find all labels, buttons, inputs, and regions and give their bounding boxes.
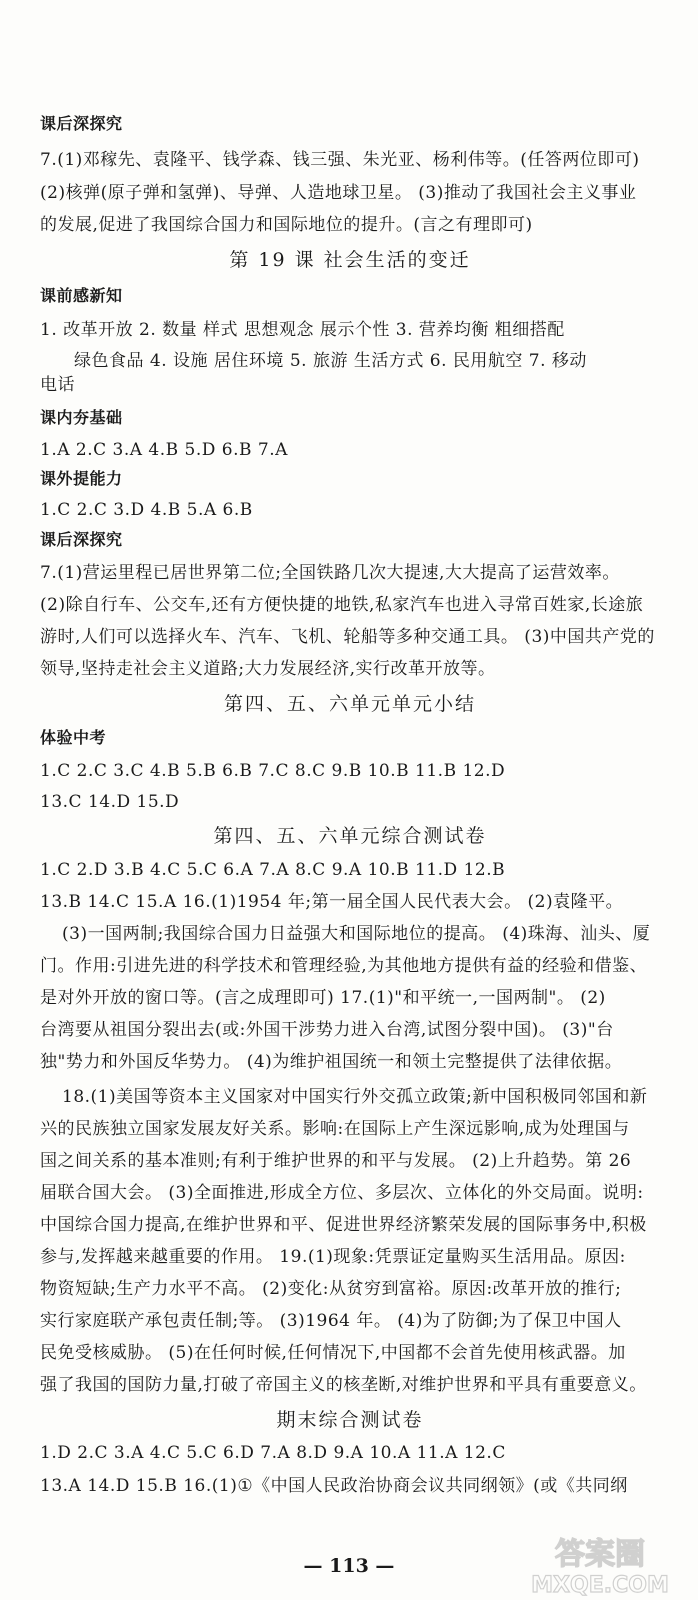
answer-line: 中国综合国力提高,在维护世界和平、促进世界经济繁荣发展的国际事务中,积极: [40, 1215, 647, 1235]
section-heading: 课内夯基础: [40, 408, 123, 427]
answer-line: 参与,发挥越来越重要的作用。 19.(1)现象:凭票证定量购买生活用品。原因:: [40, 1247, 626, 1267]
answer-line: 独"势力和外国反华势力。 (4)为维护祖国统一和领土完整提供了法律依据。: [40, 1052, 623, 1072]
answer-line: 7.(1)邓稼先、袁隆平、钱学森、钱三强、朱光亚、杨利伟等。(任答两位即可): [40, 150, 640, 170]
answer-line: 18.(1)美国等资本主义国家对中国实行外交孤立政策;新中国积极同邻国和新: [62, 1087, 648, 1107]
watermark-logo: [512, 1530, 682, 1598]
watermark-url: MXQE.COM: [531, 1573, 669, 1598]
section-heading: 课后深探究: [40, 114, 123, 133]
page-number: — 113 —: [303, 1555, 395, 1577]
answer-line: 领导,坚持走社会主义道路;大力发展经济,实行改革开放等。: [40, 659, 496, 679]
answer-line: 门。作用:引进先进的科学技术和管理经验,为其他地方提供有益的经验和借鉴、: [40, 956, 648, 976]
answer-line: 的发展,促进了我国综合国力和国际地位的提升。(言之有理即可): [40, 215, 533, 235]
answer-line: 是对外开放的窗口等。(言之成理即可) 17.(1)"和平统一,一国两制"。 (2): [40, 988, 606, 1008]
answer-line: 民免受核威胁。 (5)在任何时候,任何情况下,中国都不会首先使用核武器。加: [40, 1343, 626, 1363]
answer-line: 13.B 14.C 15.A 16.(1)1954 年;第一届全国人民代表大会。 (2)袁隆平。: [40, 892, 624, 912]
section-heading: 课前感新知: [40, 286, 123, 305]
answer-line: 兴的民族独立国家发展友好关系。影响:在国际上产生深远影响,成为处理国与: [40, 1119, 630, 1139]
watermark-text: 答案圈: [555, 1537, 645, 1572]
section-heading: 课后深探究: [40, 530, 123, 549]
answer-line: 电话: [40, 375, 75, 395]
answer-line: 物资短缺;生产力水平不高。 (2)变化:从贫穷到富裕。原因:改革开放的推行;: [40, 1279, 622, 1299]
lesson-title: 第 19 课 社会生活的变迁: [229, 249, 471, 271]
final-test-title: 期末综合测试卷: [276, 1409, 424, 1431]
answer-line: 13.C 14.D 15.D: [40, 792, 180, 812]
answer-line: 强了我国的国防力量,打破了帝国主义的核垄断,对维护世界和平具有重要意义。: [40, 1375, 647, 1395]
answer-line: 13.A 14.D 15.B 16.(1)①《中国人民政治协商会议共同纲领》(或《共同纲: [40, 1476, 628, 1496]
answer-line: 1.A 2.C 3.A 4.B 5.D 6.B 7.A: [40, 440, 288, 460]
answer-line: 台湾要从祖国分裂出去(或:外国干涉势力进入台湾,试图分裂中国)。 (3)"台: [40, 1020, 614, 1040]
answer-line: 7.(1)营运里程已居世界第二位;全国铁路几次大提速,大大提高了运营效率。: [40, 563, 620, 583]
answer-line: 绿色食品 4. 设施 居住环境 5. 旅游 生活方式 6. 民用航空 7. 移动: [74, 351, 587, 371]
section-heading: 体验中考: [40, 728, 107, 747]
answer-line: (2)除自行车、公交车,还有方便快捷的地铁,私家汽车也进入寻常百姓家,长途旅: [40, 595, 644, 615]
answer-line: 1.D 2.C 3.A 4.C 5.C 6.D 7.A 8.D 9.A 10.A 11.A 12.C: [40, 1443, 506, 1463]
unit-test-title: 第四、五、六单元综合测试卷: [213, 825, 487, 847]
answer-line: (3)一国两制;我国综合国力日益强大和国际地位的提高。 (4)珠海、汕头、厦: [62, 924, 651, 944]
answer-line: (2)核弹(原子弹和氢弹)、导弹、人造地球卫星。 (3)推动了我国社会主义事业: [40, 183, 637, 203]
answer-line: 届联合国大会。 (3)全面推进,形成全方位、多层次、立体化的外交局面。说明:: [40, 1183, 644, 1203]
answer-line: 国之间关系的基本准则;有利于维护世界的和平与发展。 (2)上升趋势。第 26: [40, 1151, 632, 1171]
answer-line: 1.C 2.C 3.D 4.B 5.A 6.B: [40, 500, 253, 520]
answer-line: 游时,人们可以选择火车、汽车、飞机、轮船等多种交通工具。 (3)中国共产党的: [40, 627, 655, 647]
answer-line: 1.C 2.C 3.C 4.B 5.B 6.B 7.C 8.C 9.B 10.B 11.B 12.D: [40, 761, 506, 781]
unit-summary-title: 第四、五、六单元单元小结: [223, 693, 476, 715]
section-heading: 课外提能力: [40, 469, 123, 488]
answer-line: 1.C 2.D 3.B 4.C 5.C 6.A 7.A 8.C 9.A 10.B 11.D 12.B: [40, 860, 506, 880]
answer-line: 1. 改革开放 2. 数量 样式 思想观念 展示个性 3. 营养均衡 粗细搭配: [40, 320, 565, 340]
answer-line: 实行家庭联产承包责任制;等。 (3)1964 年。 (4)为了防御;为了保卫中国人: [40, 1311, 622, 1331]
